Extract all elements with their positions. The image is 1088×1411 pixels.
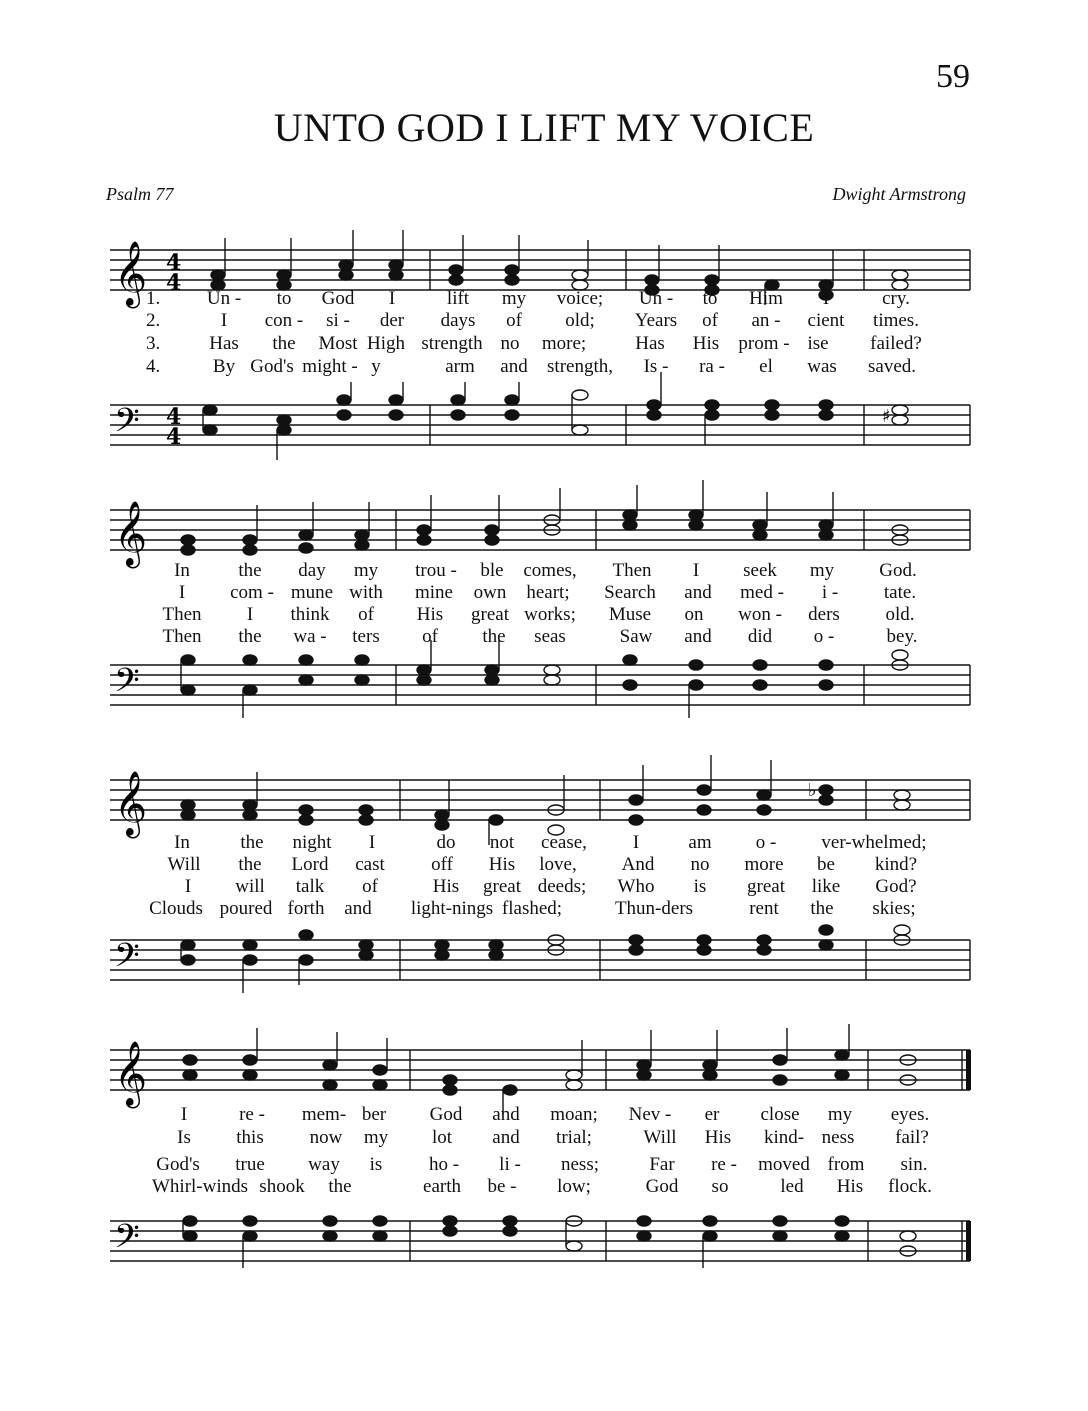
lyric-syllable: God's — [156, 1154, 200, 1175]
lyric-syllable: close — [760, 1104, 800, 1125]
lyric-syllable: re - — [711, 1154, 737, 1175]
lyric-syllable: ness — [821, 1127, 855, 1148]
lyric-syllable: strength — [421, 333, 483, 354]
lyric-syllable: com - — [230, 582, 274, 603]
bass-clef-icon: 𝄢 — [114, 937, 140, 983]
lyric-syllable: ra - — [699, 356, 725, 377]
lyric-syllable: own — [473, 582, 507, 603]
lyric-syllable: shook — [259, 1176, 305, 1197]
lyric-syllable: I — [184, 876, 192, 897]
lyric-syllable: no — [500, 333, 520, 354]
lyric-syllable: Is — [177, 1127, 191, 1148]
lyric-syllable: works; — [524, 604, 576, 625]
lyric-syllable: great — [471, 604, 509, 625]
lyric-syllable: ness; — [561, 1154, 599, 1175]
lyric-syllable: In — [174, 560, 190, 581]
music-system-3 — [100, 750, 980, 1000]
flat-icon: ♭ — [808, 780, 817, 801]
lyric-syllable: an - — [751, 310, 781, 331]
lyric-syllable: is — [369, 1154, 383, 1175]
lyric-line — [100, 1127, 980, 1149]
lyric-syllable: Whirl-winds — [151, 1176, 249, 1197]
lyric-syllable: Will — [167, 854, 201, 875]
time-signature-bottom: 4 — [166, 270, 182, 296]
lyric-syllable: of — [702, 310, 718, 331]
lyric-syllable: now — [309, 1127, 343, 1148]
lyric-syllable: Then — [612, 560, 652, 581]
lyric-syllable: trou - — [415, 560, 457, 581]
treble-staff-3 — [100, 750, 980, 840]
lyric-syllable: more; — [541, 333, 587, 354]
lyric-syllable: not — [489, 832, 515, 853]
lyric-syllable: I — [822, 288, 830, 309]
lyric-syllable: my — [501, 288, 527, 309]
bass-staff-1 — [100, 380, 980, 470]
bass-staff-2 — [100, 640, 980, 730]
lyric-syllable: the — [238, 854, 262, 875]
scripture-source: Psalm 77 — [106, 184, 174, 204]
final-barline — [966, 1050, 971, 1090]
lyric-line — [100, 604, 980, 626]
lyric-syllable: trial; — [556, 1127, 592, 1148]
lyric-syllable: ho - — [428, 1154, 460, 1175]
lyric-syllable: Then — [162, 626, 202, 647]
lyric-syllable: wa - — [293, 626, 327, 647]
lyric-syllable: skies; — [872, 898, 916, 919]
lyric-syllable: think — [290, 604, 330, 625]
lyric-syllable: did — [747, 626, 773, 647]
lyric-line — [100, 333, 980, 355]
lyric-line — [100, 876, 980, 898]
lyric-syllable: der — [379, 310, 405, 331]
lyric-syllable: was — [807, 356, 837, 377]
bass-staff-4 — [100, 1196, 980, 1286]
lyric-syllable: low; — [557, 1176, 591, 1197]
lyric-syllable: of — [506, 310, 522, 331]
lyric-syllable: I — [220, 310, 228, 331]
lyric-syllable: prom - — [738, 333, 790, 354]
lyric-syllable: lot — [431, 1127, 453, 1148]
lyric-syllable: mem- — [301, 1104, 347, 1125]
lyric-syllable: Lord — [291, 854, 329, 875]
lyric-line — [100, 854, 980, 876]
lyric-syllable: His — [416, 604, 444, 625]
lyric-syllable: with — [349, 582, 383, 603]
lyric-syllable: earth — [423, 1176, 461, 1197]
treble-staff-2 — [100, 480, 980, 570]
lyric-syllable: the — [328, 1176, 352, 1197]
lyric-syllable: kind? — [874, 854, 918, 875]
lyric-syllable: cease, — [541, 832, 587, 853]
bass-clef-icon: 𝄢 — [114, 1218, 140, 1264]
lyric-syllable: like — [811, 876, 841, 897]
lyric-syllable: lift — [446, 288, 470, 309]
lyric-syllable: o - — [755, 832, 777, 853]
lyric-syllable: Un - — [206, 288, 242, 309]
lyric-syllable: moan; — [550, 1104, 598, 1125]
lyric-syllable: the — [272, 333, 296, 354]
bass-clef-icon: 𝄢 — [114, 662, 140, 708]
lyric-syllable: Thun-ders — [614, 898, 694, 919]
lyric-syllable: love, — [539, 854, 577, 875]
verse-number: 2. — [146, 310, 161, 331]
lyric-syllable: His — [836, 1176, 864, 1197]
treble-staff-4 — [100, 1020, 980, 1110]
lyric-syllable: ble — [480, 560, 504, 581]
lyric-syllable: of — [362, 876, 378, 897]
lyric-syllable: si - — [326, 310, 350, 331]
lyric-syllable: to — [276, 288, 292, 309]
lyric-syllable: and — [344, 898, 372, 919]
lyric-syllable: seek — [743, 560, 777, 581]
lyric-syllable: cast — [355, 854, 385, 875]
lyric-syllable: cient — [807, 310, 845, 331]
lyric-syllable: I — [178, 582, 186, 603]
lyric-syllable: comes, — [523, 560, 577, 581]
lyric-syllable: mine — [415, 582, 453, 603]
music-system-1 — [100, 200, 980, 480]
lyric-syllable: I — [246, 604, 254, 625]
lyric-syllable: poured — [219, 898, 273, 919]
lyric-syllable: moved — [758, 1154, 810, 1175]
verse-number: 1. — [146, 288, 161, 309]
lyric-syllable: the — [482, 626, 506, 647]
lyric-syllable: I — [180, 1104, 188, 1125]
music-system-4 — [100, 1020, 980, 1280]
lyric-syllable: li - — [499, 1154, 521, 1175]
lyric-syllable: talk — [295, 876, 325, 897]
lyric-syllable: His — [692, 333, 720, 354]
lyric-line — [100, 582, 980, 604]
lyric-syllable: so — [711, 1176, 729, 1197]
lyric-syllable: High — [367, 333, 405, 354]
lyric-syllable: failed? — [870, 333, 922, 354]
lyric-line — [100, 1154, 980, 1176]
lyric-line — [100, 560, 980, 582]
lyric-syllable: ise — [807, 333, 829, 354]
lyric-syllable: sin. — [900, 1154, 928, 1175]
lyric-syllable: Clouds — [149, 898, 203, 919]
lyric-syllable: the — [810, 898, 834, 919]
lyric-line — [100, 832, 980, 854]
lyric-syllable: Has — [209, 333, 239, 354]
lyric-syllable: med - — [740, 582, 784, 603]
lyric-syllable: rent — [749, 898, 779, 919]
lyric-syllable: off — [431, 854, 453, 875]
time-signature-top: 4 — [166, 404, 182, 430]
lyric-syllable: y — [371, 356, 381, 377]
lyric-syllable: Far — [649, 1154, 675, 1175]
lyric-syllable: and — [500, 356, 528, 377]
bass-clef-icon: 𝄢 — [114, 402, 140, 448]
verse-number: 3. — [146, 333, 161, 354]
lyric-syllable: I — [632, 832, 640, 853]
lyric-syllable: forth — [287, 898, 325, 919]
lyric-syllable: fail? — [895, 1127, 929, 1148]
lyric-syllable: old. — [885, 604, 915, 625]
lyric-syllable: God's — [250, 356, 294, 377]
lyric-syllable: el — [759, 356, 773, 377]
lyric-syllable: and — [492, 1104, 520, 1125]
lyric-syllable: I — [368, 832, 376, 853]
lyric-syllable: light-nings — [410, 898, 494, 919]
lyric-syllable: deeds; — [537, 876, 587, 897]
treble-clef-icon: 𝄞 — [114, 241, 148, 306]
lyric-syllable: ber — [361, 1104, 387, 1125]
lyric-syllable: God — [645, 1176, 679, 1197]
lyric-syllable: day — [298, 560, 326, 581]
lyric-syllable: Who — [617, 876, 655, 897]
lyric-syllable: and — [684, 626, 712, 647]
sharp-icon: ♯ — [882, 406, 891, 427]
lyric-syllable: Years — [634, 310, 678, 331]
lyric-syllable: eyes. — [890, 1104, 930, 1125]
lyric-syllable: In — [174, 832, 190, 853]
lyric-syllable: days — [440, 310, 476, 331]
lyric-syllable: be - — [487, 1176, 517, 1197]
lyric-syllable: Will — [643, 1127, 677, 1148]
lyric-syllable: God — [429, 1104, 463, 1125]
lyric-line — [100, 1104, 980, 1126]
lyric-syllable: true — [235, 1154, 265, 1175]
treble-clef-icon: 𝄞 — [114, 501, 148, 566]
lyric-syllable: the — [238, 560, 262, 581]
lyric-syllable: ters — [352, 626, 380, 647]
lyric-syllable: way — [308, 1154, 340, 1175]
lyric-syllable: led — [780, 1176, 804, 1197]
lyric-syllable: and — [492, 1127, 520, 1148]
lyric-syllable: I — [388, 288, 396, 309]
lyric-syllable: o - — [813, 626, 835, 647]
lyric-syllable: God. — [879, 560, 917, 581]
lyric-syllable: am — [688, 832, 712, 853]
lyric-syllable: Un - — [638, 288, 674, 309]
lyric-syllable: my — [809, 560, 835, 581]
lyric-syllable: re - — [239, 1104, 265, 1125]
lyric-syllable: might - — [302, 356, 358, 377]
lyric-syllable: great — [483, 876, 521, 897]
lyric-syllable: no — [690, 854, 710, 875]
lyric-syllable: the — [240, 832, 264, 853]
lyric-syllable: flashed; — [501, 898, 563, 919]
lyric-syllable: do — [436, 832, 456, 853]
lyric-syllable: my — [353, 560, 379, 581]
lyric-line — [100, 1176, 980, 1198]
lyric-syllable: ver-whelmed; — [821, 832, 927, 853]
treble-clef-icon: 𝄞 — [114, 1041, 148, 1106]
lyric-syllable: strength, — [547, 356, 613, 377]
lyric-syllable: er — [704, 1104, 720, 1125]
page-number: 59 — [936, 58, 970, 95]
lyric-syllable: saved. — [867, 356, 917, 377]
lyric-syllable: mune — [290, 582, 334, 603]
time-signature-top: 4 — [166, 250, 182, 276]
music-system-2 — [100, 480, 980, 730]
lyric-syllable: from — [827, 1154, 865, 1175]
lyric-syllable: will — [235, 876, 265, 897]
lyric-syllable: Nev - — [628, 1104, 672, 1125]
lyric-syllable: His — [432, 876, 460, 897]
lyric-syllable: Search — [604, 582, 656, 603]
lyric-syllable: and — [684, 582, 712, 603]
lyric-syllable: to — [702, 288, 718, 309]
lyric-syllable: God — [321, 288, 355, 309]
lyric-syllable: be — [817, 854, 835, 875]
lyric-syllable: on — [684, 604, 704, 625]
lyric-syllable: night — [292, 832, 332, 853]
lyric-syllable: cry. — [882, 288, 910, 309]
lyric-syllable: seas — [534, 626, 566, 647]
lyric-syllable: voice; — [556, 288, 604, 309]
lyric-syllable: God? — [875, 876, 917, 897]
lyric-syllable: times. — [873, 310, 919, 331]
lyric-syllable: arm — [445, 356, 475, 377]
final-barline — [966, 1221, 971, 1261]
lyric-syllable: great — [747, 876, 785, 897]
lyric-syllable: this — [236, 1127, 264, 1148]
lyric-syllable: is — [693, 876, 707, 897]
lyric-syllable: of — [422, 626, 438, 647]
lyric-syllable: Then — [162, 604, 202, 625]
treble-clef-icon: 𝄞 — [114, 771, 148, 836]
lyric-syllable: tate. — [883, 582, 917, 603]
lyric-syllable: His — [488, 854, 516, 875]
lyric-syllable: I — [692, 560, 700, 581]
lyric-line — [100, 310, 980, 332]
bass-staff-3 — [100, 915, 980, 1005]
composer-credit: Dwight Armstrong — [832, 184, 966, 204]
lyric-syllable: Saw — [619, 626, 653, 647]
lyric-syllable: my — [363, 1127, 389, 1148]
lyric-syllable: His — [704, 1127, 732, 1148]
lyric-syllable: more — [744, 854, 784, 875]
lyric-syllable: heart; — [526, 582, 570, 603]
verse-number: 4. — [146, 356, 161, 377]
lyric-syllable: Him — [749, 288, 783, 309]
lyric-syllable: And — [621, 854, 655, 875]
time-signature-bottom: 4 — [166, 424, 182, 450]
hymn-title: UNTO GOD I LIFT MY VOICE — [273, 105, 815, 150]
lyric-syllable: of — [358, 604, 374, 625]
lyric-syllable: Most — [318, 333, 358, 354]
lyric-syllable: my — [827, 1104, 853, 1125]
lyric-syllable: kind- — [763, 1127, 805, 1148]
lyric-syllable: won - — [738, 604, 782, 625]
lyric-syllable: i - — [821, 582, 839, 603]
lyric-syllable: con - — [264, 310, 304, 331]
lyric-syllable: By — [212, 356, 236, 377]
lyric-syllable: Muse — [608, 604, 652, 625]
lyric-syllable: Has — [635, 333, 665, 354]
lyric-line — [100, 356, 980, 378]
lyric-syllable: flock. — [888, 1176, 932, 1197]
lyric-line — [100, 288, 980, 310]
lyric-syllable: bey. — [886, 626, 918, 647]
lyric-syllable: Is - — [643, 356, 669, 377]
lyric-syllable: the — [238, 626, 262, 647]
lyric-syllable: ders — [808, 604, 840, 625]
lyric-syllable: old; — [565, 310, 595, 331]
